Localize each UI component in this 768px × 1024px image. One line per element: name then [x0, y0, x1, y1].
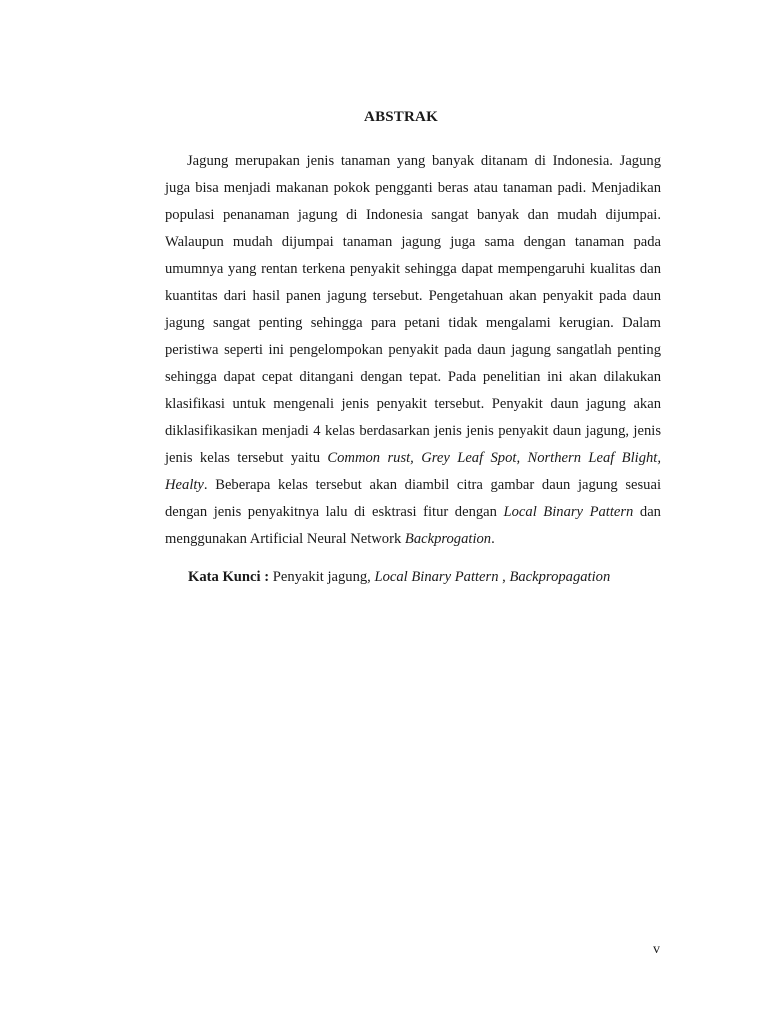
keyword-2-italic: Local Binary Pattern: [374, 569, 499, 585]
keywords-line: [188, 566, 668, 588]
keyword-1: Penyakit jagung,: [269, 569, 375, 585]
page-number: v: [653, 942, 660, 957]
abstract-title: ABSTRAK: [364, 109, 438, 125]
abstract-paragraph: [165, 148, 661, 553]
abstract-text-part-4: .: [491, 531, 495, 547]
keyword-3-italic: Backpropagation: [509, 569, 611, 585]
abstract-text-part-2: . Beberapa kelas tersebut akan diambil citra gambar daun jagung sesuai dengan jenis penyakitnya lalu di esktrasi fitur dengan: [165, 477, 661, 520]
lbp-term-italic: Local Binary Pattern: [503, 504, 634, 520]
abstract-text-part-1: Jagung merupakan jenis tanaman yang banyak ditanam di Indonesia. Jagung juga bisa menjadi makanan pokok pengganti beras atau tanaman padi. Menjadikan populasi penanaman jagung di Indonesia sangat banyak dan mudah dijumpai. Walaupun mudah dijumpai tanaman jagung juga sama dengan tanaman pada umumnya yang rentan terkena penyakit sehingga dapat mempengaruhi kualitas dan kuantitas dari hasil panen jagung tersebut. Pengetahuan akan penyakit pada daun jagung sangat penting sehingga para petani tidak mengalami kerugian. Dalam peristiwa seperti ini pengelompokan penyakit pada daun jagung sangatlah penting sehingga dapat cepat ditangani dengan tepat. Pada penelitian ini akan dilakukan klasifikasi untuk mengenali jenis penyakit tersebut. Penyakit daun jagung akan diklasifikasikan menjadi 4 kelas berdasarkan jenis jenis penyakit daun jagung, jenis jenis kelas tersebut yaitu: [165, 153, 661, 466]
disease-classes-italic: Common rust, Grey Leaf Spot, Northern Leaf Blight, Healty: [165, 450, 661, 493]
abstract-text-part-3: dan menggunakan Artificial Neural Network: [165, 504, 661, 547]
keyword-separator: ,: [498, 569, 510, 585]
keywords-label: Kata Kunci :: [188, 569, 270, 585]
backprop-term-italic: Backprogation: [404, 531, 492, 547]
